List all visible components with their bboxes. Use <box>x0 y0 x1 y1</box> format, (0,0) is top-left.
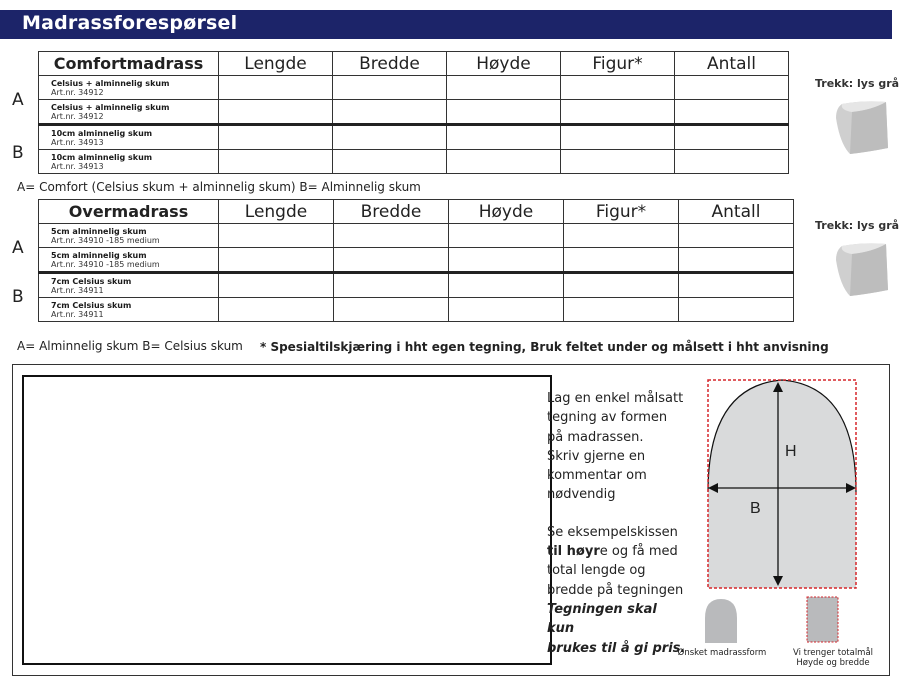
table-row <box>39 100 789 125</box>
antall-cell[interactable] <box>675 150 789 174</box>
caption-line: Vi trenger totalmål <box>792 648 874 658</box>
instruction-line: tegning av formen <box>547 410 668 426</box>
article-number: Art.nr. 34913 <box>51 137 104 147</box>
lengde-cell[interactable] <box>219 248 334 273</box>
drawing-area[interactable] <box>22 375 552 665</box>
figur-cell[interactable] <box>564 224 679 248</box>
hoyde-cell[interactable] <box>449 273 564 298</box>
height-label: H <box>785 443 797 460</box>
article-number: Art.nr. 34913 <box>51 161 104 171</box>
instruction-line: på madrassen. <box>547 429 644 445</box>
special-cut-note: * Spesialtilskjæring i hht egen tegning, Bruk feltet under og målsett i hht anvisning <box>260 340 829 354</box>
instruction-line: bredde på tegningen <box>547 582 684 598</box>
instruction-bold: til høyr <box>547 544 600 560</box>
hoyde-cell[interactable] <box>449 224 564 248</box>
article-number: Art.nr. 34912 <box>51 111 104 121</box>
bredde-cell[interactable] <box>333 150 447 174</box>
antall-cell[interactable] <box>679 224 794 248</box>
col-lengde: Lengde <box>219 52 333 76</box>
col-antall: Antall <box>679 200 794 224</box>
shape-caption: Ønsket madrassform <box>677 648 767 658</box>
col-hoyde: Høyde <box>449 200 564 224</box>
group-label-b: B <box>12 287 24 307</box>
antall-cell[interactable] <box>675 100 789 125</box>
overmadrass-table <box>38 199 794 322</box>
total-dimensions-icon <box>806 596 840 644</box>
col-hoyde: Høyde <box>447 52 561 76</box>
product-name: 10cm alminnelig skum <box>51 152 153 162</box>
figur-cell[interactable] <box>561 100 675 125</box>
cover-label: Trekk: lys grå <box>815 77 900 90</box>
hoyde-cell[interactable] <box>449 248 564 273</box>
caption-line: Høyde og bredde <box>796 658 870 668</box>
table-row <box>39 224 794 248</box>
hoyde-cell[interactable] <box>449 298 564 322</box>
table-row <box>39 76 789 100</box>
product-name: 10cm alminnelig skum <box>51 128 153 138</box>
figur-cell[interactable] <box>564 273 679 298</box>
product-name: 7cm Celsius skum <box>51 276 132 286</box>
article-number: Art.nr. 34911 <box>51 285 104 295</box>
lengde-cell[interactable] <box>219 273 334 298</box>
fabric-swatch-icon <box>832 240 890 298</box>
instruction-line: Tegningen skal kun <box>547 601 657 637</box>
instruction-line: Skriv gjerne en <box>547 448 646 464</box>
article-number: Art.nr. 34912 <box>51 87 104 97</box>
antall-cell[interactable] <box>675 76 789 100</box>
col-lengde: Lengde <box>219 200 334 224</box>
product-name: Celsius + alminnelig skum <box>51 78 170 88</box>
bredde-cell[interactable] <box>334 248 449 273</box>
header-bar <box>0 10 892 39</box>
col-figur: Figur* <box>564 200 679 224</box>
cover-label: Trekk: lys grå <box>815 219 900 232</box>
overmadrass-note: A= Alminnelig skum B= Celsius skum <box>17 339 243 353</box>
instruction-line: Se eksempelskissen <box>547 524 678 540</box>
col-bredde: Bredde <box>334 200 449 224</box>
antall-cell[interactable] <box>675 125 789 150</box>
desired-shape-icon <box>704 598 738 644</box>
table-row <box>39 273 794 298</box>
bredde-cell[interactable] <box>334 224 449 248</box>
comfort-note: A= Comfort (Celsius skum + alminnelig skum) B= Alminnelig skum <box>17 180 421 194</box>
article-number: Art.nr. 34910 -185 medium <box>51 235 160 245</box>
figur-cell[interactable] <box>564 298 679 322</box>
antall-cell[interactable] <box>679 248 794 273</box>
bredde-cell[interactable] <box>334 273 449 298</box>
instruction-line <box>547 542 687 561</box>
col-figur: Figur* <box>561 52 675 76</box>
table-row <box>39 150 789 174</box>
overmadrass-table-title: Overmadrass <box>39 200 219 224</box>
page-title: Madrassforespørsel <box>22 12 238 34</box>
dimensions-caption <box>788 648 878 668</box>
product-name: Celsius + alminnelig skum <box>51 102 170 112</box>
table-row <box>39 248 794 273</box>
table-row <box>39 125 789 150</box>
lengde-cell[interactable] <box>219 76 333 100</box>
col-antall: Antall <box>675 52 789 76</box>
hoyde-cell[interactable] <box>447 125 561 150</box>
comfort-table <box>38 51 789 174</box>
group-label-a: A <box>12 90 24 110</box>
instruction-rest: e og få med <box>599 544 678 560</box>
bredde-cell[interactable] <box>334 298 449 322</box>
lengde-cell[interactable] <box>219 150 333 174</box>
hoyde-cell[interactable] <box>447 150 561 174</box>
figur-cell[interactable] <box>561 76 675 100</box>
width-label: B <box>750 500 761 517</box>
hoyde-cell[interactable] <box>447 76 561 100</box>
instruction-line: nødvendig <box>547 487 616 503</box>
hoyde-cell[interactable] <box>447 100 561 125</box>
table-row <box>39 298 794 322</box>
lengde-cell[interactable] <box>219 298 334 322</box>
lengde-cell[interactable] <box>219 224 334 248</box>
antall-cell[interactable] <box>679 298 794 322</box>
example-sketch <box>700 372 866 594</box>
figur-cell[interactable] <box>564 248 679 273</box>
instructions-text <box>547 389 687 658</box>
group-label-a: A <box>12 238 24 258</box>
article-number: Art.nr. 34910 -185 medium <box>51 259 160 269</box>
product-name: 5cm alminnelig skum <box>51 250 147 260</box>
instruction-line: Lag en enkel målsatt <box>547 391 684 406</box>
product-name: 5cm alminnelig skum <box>51 226 147 236</box>
bredde-cell[interactable] <box>333 100 447 125</box>
bredde-cell[interactable] <box>333 125 447 150</box>
figur-cell[interactable] <box>561 125 675 150</box>
lengde-cell[interactable] <box>219 125 333 150</box>
figur-cell[interactable] <box>561 150 675 174</box>
bredde-cell[interactable] <box>333 76 447 100</box>
group-label-b: B <box>12 143 24 163</box>
article-number: Art.nr. 34911 <box>51 309 104 319</box>
instruction-line: kommentar om <box>547 468 647 484</box>
lengde-cell[interactable] <box>219 100 333 125</box>
instruction-line: total lengde og <box>547 563 646 579</box>
instruction-line: brukes til å gi pris. <box>547 640 686 656</box>
fabric-swatch-icon <box>832 98 890 156</box>
product-name: 7cm Celsius skum <box>51 300 132 310</box>
comfort-table-title: Comfortmadrass <box>39 52 219 76</box>
col-bredde: Bredde <box>333 52 447 76</box>
antall-cell[interactable] <box>679 273 794 298</box>
